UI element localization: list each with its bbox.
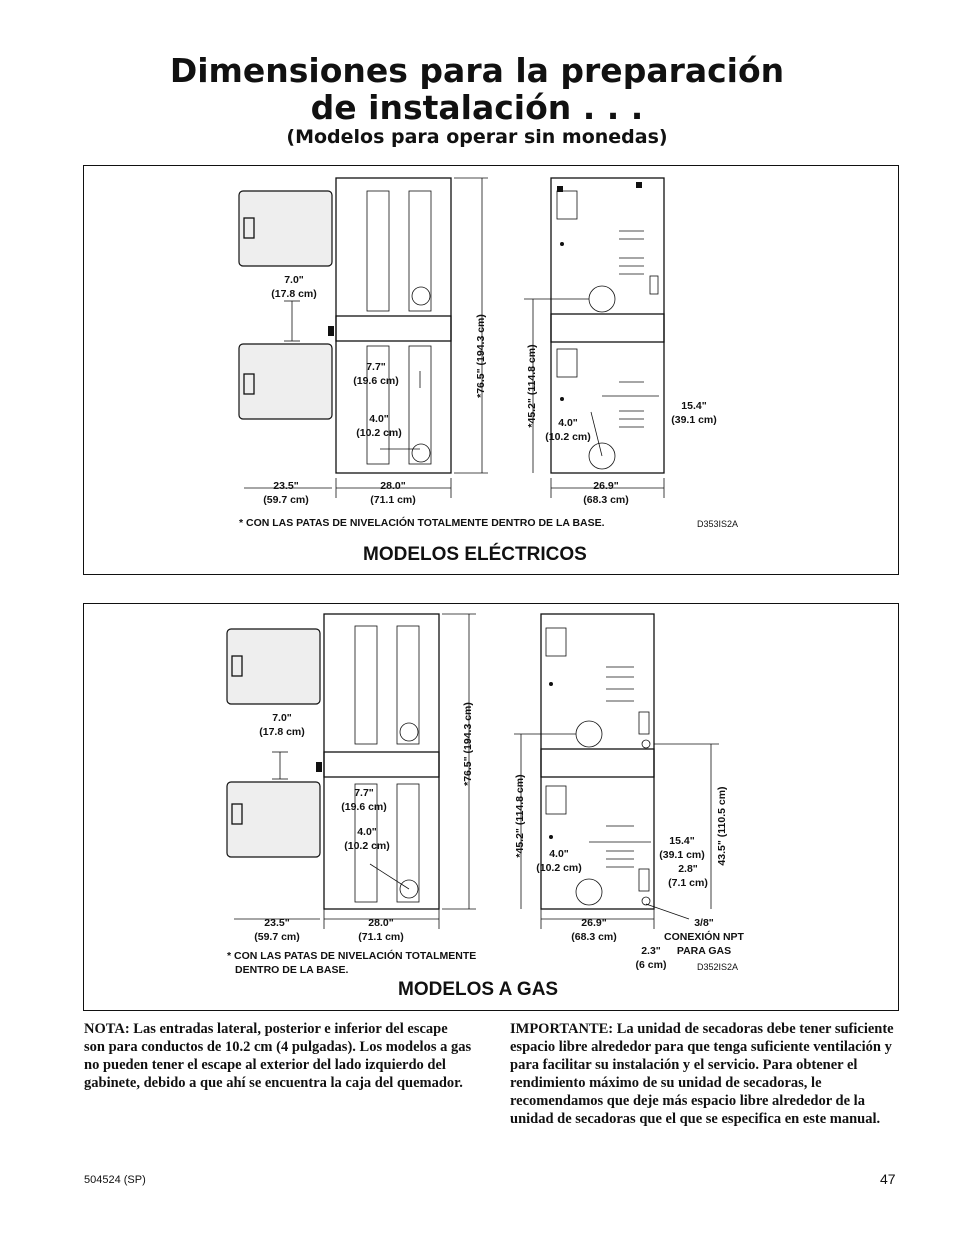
gas-connection-npt: CONEXIÓN NPT: [664, 931, 744, 943]
gas-footnote-line1: * CON LAS PATAS DE NIVELACIÓN TOTALMENTE: [227, 950, 477, 962]
elec-dim-15-4-in: 15.4": [681, 400, 707, 412]
note-left: NOTA: Las entradas lateral, posterior e inferior del escape son para conductos de 10.2 cm (4 pulgadas). Los modelos a gas no pueden tener el escape al exterior del lado izquierdo del gabinete, debido a que ahí se encuentra la caja del quemador.: [84, 1021, 472, 1091]
page-title-line1: Dimensiones para la preparación: [169, 51, 785, 90]
gas-model-title: MODELOS A GAS: [398, 979, 559, 1000]
elec-dim-28-0-cm: (71.1 cm): [370, 494, 416, 506]
elec-dim-7-0-in: 7.0": [284, 274, 304, 286]
gas-footnote-line2: DENTRO DE LA BASE.: [235, 964, 349, 976]
gas-drawing-code: D352IS2A: [697, 962, 739, 972]
gas-dim-76-5: *76.5" (194.3 cm): [462, 702, 474, 786]
gas-dim-3-8: 3/8": [694, 917, 714, 929]
elec-dim-4-0-cm: (10.2 cm): [356, 427, 402, 439]
elec-dim-4-0r-in: 4.0": [558, 417, 578, 429]
electric-dimension-drawing: [84, 166, 898, 574]
elec-footnote: * CON LAS PATAS DE NIVELACIÓN TOTALMENTE DENTRO DE LA BASE.: [239, 517, 605, 529]
electric-models-panel: [83, 165, 899, 575]
gas-dim-2-3-in: 2.3": [641, 945, 661, 957]
gas-dim-43-5: 43.5" (110.5 cm): [716, 786, 728, 866]
elec-dim-76-5: *76.5" (194.3 cm): [475, 314, 487, 398]
elec-drawing-code: D353IS2A: [697, 519, 739, 529]
elec-dim-45-2: *45.2" (114.8 cm): [526, 344, 538, 428]
gas-dim-15-4-in: 15.4": [669, 835, 695, 847]
gas-dimension-drawing: [84, 604, 898, 1010]
gas-models-panel: [83, 603, 899, 1011]
elec-dim-4-0-in: 4.0": [369, 413, 389, 425]
electric-model-title: MODELOS ELÉCTRICOS: [363, 544, 587, 565]
elec-dim-15-4-cm: (39.1 cm): [671, 414, 717, 426]
gas-dim-2-8-in: 2.8": [678, 863, 698, 875]
gas-dim-26-9-in: 26.9": [581, 917, 607, 929]
gas-dim-45-2: *45.2" (114.8 cm): [514, 774, 526, 858]
gas-dim-7-0-cm: (17.8 cm): [259, 726, 305, 738]
doc-code: 504524 (SP): [84, 1174, 146, 1186]
elec-dim-26-9-in: 26.9": [593, 480, 619, 492]
elec-dim-23-5-cm: (59.7 cm): [263, 494, 309, 506]
gas-connection-label: PARA GAS: [676, 945, 732, 957]
gas-dim-4-0r-in: 4.0": [549, 848, 569, 860]
gas-dim-7-7-in: 7.7": [354, 787, 374, 799]
elec-dim-7-7-in: 7.7": [366, 361, 386, 373]
gas-dim-7-7-cm: (19.6 cm): [341, 801, 387, 813]
elec-dim-26-9-cm: (68.3 cm): [583, 494, 629, 506]
page-number: 47: [880, 1171, 896, 1187]
elec-dim-7-7-cm: (19.6 cm): [353, 375, 399, 387]
gas-dim-4-0r-cm: (10.2 cm): [536, 862, 582, 874]
page-title-line2: de instalación . . .: [310, 88, 644, 127]
gas-dim-15-4-cm: (39.1 cm): [659, 849, 705, 861]
gas-dim-4-0-in: 4.0": [357, 826, 377, 838]
gas-dim-7-0-in: 7.0": [272, 712, 292, 724]
gas-dim-28-0-cm: (71.1 cm): [358, 931, 404, 943]
gas-dim-2-8-cm: (7.1 cm): [668, 877, 708, 889]
elec-dim-23-5-in: 23.5": [273, 480, 299, 492]
page-subtitle: (Modelos para operar sin monedas): [286, 126, 668, 148]
gas-dim-23-5-cm: (59.7 cm): [254, 931, 300, 943]
gas-dim-23-5-in: 23.5": [264, 917, 290, 929]
elec-dim-7-0-cm: (17.8 cm): [271, 288, 317, 300]
elec-dim-4-0r-cm: (10.2 cm): [545, 431, 591, 443]
elec-dim-28-0-in: 28.0": [380, 480, 406, 492]
note-right: IMPORTANTE: La unidad de secadoras debe tener suficiente espacio libre alrededor para que tenga suficiente ventilación y para facilitar su instalación y el servicio. Para obtener el rendimiento máximo de su unidad de secadoras, le recomendamos que deje más espacio libre alrededor de la unidad de secadoras que el que se especifica en este manual.: [510, 1021, 894, 1127]
gas-dim-26-9-cm: (68.3 cm): [571, 931, 617, 943]
gas-dim-28-0-in: 28.0": [368, 917, 394, 929]
gas-dim-4-0-cm: (10.2 cm): [344, 840, 390, 852]
gas-dim-2-3-cm: (6 cm): [635, 959, 667, 971]
